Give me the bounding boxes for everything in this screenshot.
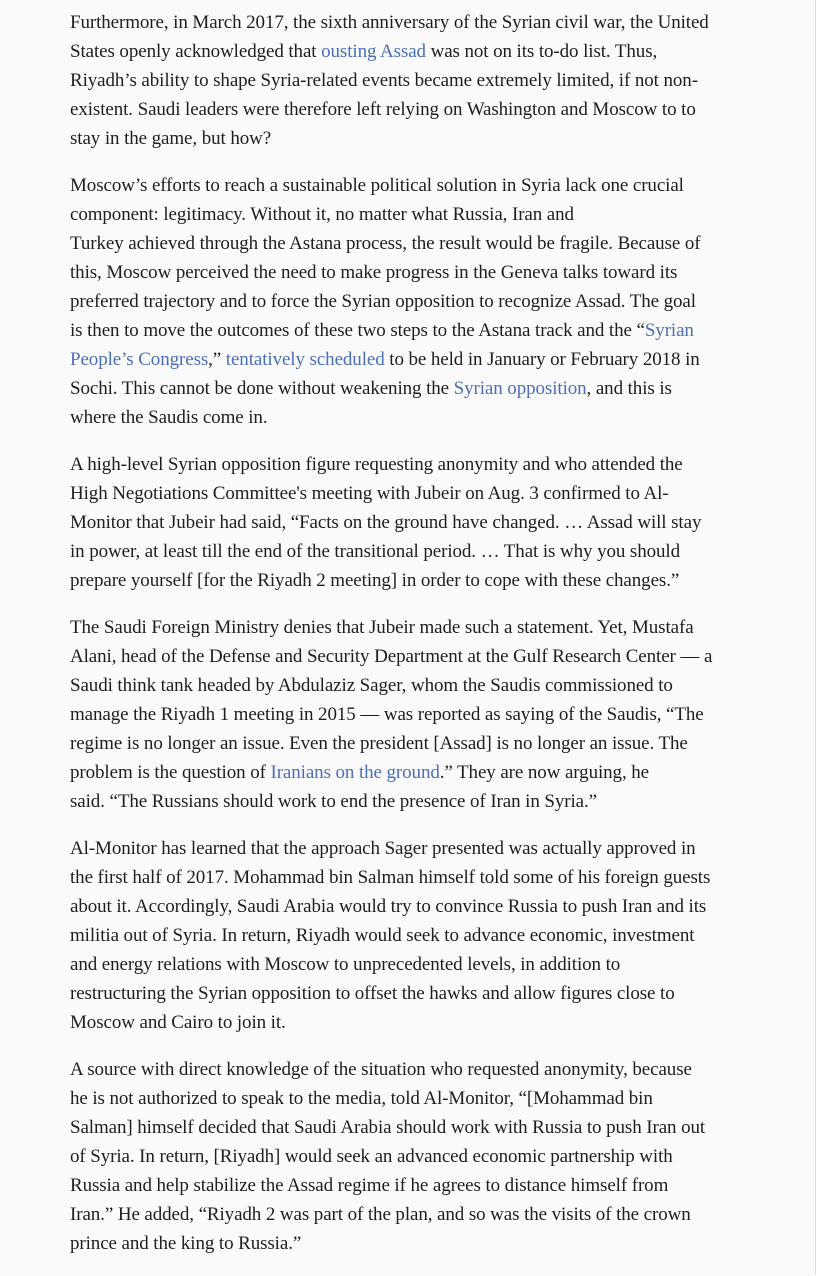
text-line bbox=[70, 479, 745, 508]
text-run: is then to move the outcomes of these two steps to the Astana track and the “ bbox=[70, 320, 645, 341]
text-line bbox=[70, 700, 745, 729]
text-line bbox=[70, 758, 745, 787]
text-run: A source with direct knowledge of the situation who requested anonymity, because bbox=[70, 1059, 692, 1080]
text-run: stay in the game, but how? bbox=[70, 128, 272, 149]
text-run: Moscow’s efforts to reach a sustainable political solution in Syria lack one crucial bbox=[70, 175, 684, 196]
text-line bbox=[70, 229, 745, 258]
text-run: Iran.” He added, “Riyadh 2 was part of the plan, and so was the visits of the crown bbox=[70, 1204, 691, 1225]
text-line bbox=[70, 1229, 745, 1258]
text-run: to be held in January or February 2018 in bbox=[384, 349, 700, 370]
text-line bbox=[70, 671, 745, 700]
text-line bbox=[70, 258, 745, 287]
text-run: prepare yourself [for the Riyadh 2 meeting] in order to cope with these changes.” bbox=[70, 570, 680, 591]
text-run: of Syria. In return, [Riyadh] would seek an advanced economic partnership with bbox=[70, 1146, 673, 1167]
text-run: Furthermore, in March 2017, the sixth anniversary of the Syrian civil war, the United bbox=[70, 12, 709, 33]
text-line bbox=[70, 921, 745, 950]
text-line bbox=[70, 787, 745, 816]
text-line bbox=[70, 834, 745, 863]
text-run: existent. Saudi leaders were therefore left relying on Washington and Moscow to to bbox=[70, 99, 696, 120]
text-run: militia out of Syria. In return, Riyadh would seek to advance economic, investment bbox=[70, 925, 695, 946]
text-run: in power, at least till the end of the transitional period. … That is why you should bbox=[70, 541, 680, 562]
text-line bbox=[70, 1008, 745, 1037]
text-run: .” They are now arguing, he bbox=[439, 762, 649, 783]
text-run: and energy relations with Moscow to unprecedented levels, in addition to bbox=[70, 954, 621, 975]
article-paragraph bbox=[70, 613, 745, 816]
article-paragraph bbox=[70, 8, 745, 153]
text-line bbox=[70, 316, 745, 345]
text-line bbox=[70, 1142, 745, 1171]
text-run: Russia and help stabilize the Assad regime if he agrees to distance himself from bbox=[70, 1175, 669, 1196]
inline-link[interactable]: People’s Congress bbox=[70, 349, 209, 370]
text-run: Sochi. This cannot be done without weakening the bbox=[70, 378, 454, 399]
text-run: Turkey achieved through the Astana process, the result would be fragile. Because of bbox=[70, 233, 701, 254]
text-line bbox=[70, 374, 745, 403]
text-run: Saudi think tank headed by Abdulaziz Sager, whom the Saudis commissioned to bbox=[70, 675, 673, 696]
article-paragraph bbox=[70, 834, 745, 1037]
text-line bbox=[70, 287, 745, 316]
text-line bbox=[70, 729, 745, 758]
text-line bbox=[70, 863, 745, 892]
text-run: Riyadh’s ability to shape Syria-related events became extremely limited, if not non- bbox=[70, 70, 698, 91]
text-run: said. “The Russians should work to end the presence of Iran in Syria.” bbox=[70, 791, 597, 812]
text-run: component: legitimacy. Without it, no matter what Russia, Iran and bbox=[70, 204, 574, 225]
article-paragraph bbox=[70, 450, 745, 595]
text-line bbox=[70, 642, 745, 671]
text-run: prince and the king to Russia.” bbox=[70, 1233, 302, 1254]
inline-link[interactable]: tentatively scheduled bbox=[225, 349, 385, 370]
text-line bbox=[70, 37, 745, 66]
text-run: regime is no longer an issue. Even the president [Assad] is no longer an issue. The bbox=[70, 733, 688, 754]
text-line bbox=[70, 200, 745, 229]
text-run: preferred trajectory and to force the Syrian opposition to recognize Assad. The goal bbox=[70, 291, 696, 312]
inline-link[interactable]: Syrian bbox=[644, 320, 694, 341]
text-line bbox=[70, 1200, 745, 1229]
text-line bbox=[70, 345, 745, 374]
article-paragraph bbox=[70, 171, 745, 432]
text-line bbox=[70, 613, 745, 642]
text-run: the first half of 2017. Mohammad bin Salman himself told some of his foreign guests bbox=[70, 867, 711, 888]
text-run: where the Saudis come in. bbox=[70, 407, 268, 428]
text-line bbox=[70, 8, 745, 37]
text-run: , and this is bbox=[586, 378, 672, 399]
text-run: States openly acknowledged that bbox=[70, 41, 322, 62]
text-run: Alani, head of the Defense and Security Department at the Gulf Research Center — a bbox=[70, 646, 713, 667]
text-line bbox=[70, 537, 745, 566]
text-run: ,” bbox=[208, 349, 226, 370]
text-line bbox=[70, 1084, 745, 1113]
text-run: restructuring the Syrian opposition to offset the hawks and allow figures close to bbox=[70, 983, 675, 1004]
text-line bbox=[70, 979, 745, 1008]
text-run: this, Moscow perceived the need to make progress in the Geneva talks toward its bbox=[70, 262, 678, 283]
text-line bbox=[70, 508, 745, 537]
text-line bbox=[70, 566, 745, 595]
text-run: problem is the question of bbox=[70, 762, 271, 783]
text-line bbox=[70, 66, 745, 95]
text-run: he is not authorized to speak to the media, told Al-Monitor, “[Mohammad bin bbox=[70, 1088, 653, 1109]
text-run: Salman] himself decided that Saudi Arabia should work with Russia to push Iran out bbox=[70, 1117, 706, 1138]
article-body bbox=[70, 8, 745, 1276]
text-run: manage the Riyadh 1 meeting in 2015 — was reported as saying of the Saudis, “The bbox=[70, 704, 704, 725]
text-run: A high-level Syrian opposition figure requesting anonymity and who attended the bbox=[70, 454, 683, 475]
inline-link[interactable]: Iranians on the ground bbox=[270, 762, 440, 783]
text-run: High Negotiations Committee's meeting with Jubeir on Aug. 3 confirmed to Al- bbox=[70, 483, 669, 504]
text-run: Monitor that Jubeir had said, “Facts on the ground have changed. … Assad will stay bbox=[70, 512, 702, 533]
text-line bbox=[70, 450, 745, 479]
article-paragraph bbox=[70, 1055, 745, 1258]
text-run: The Saudi Foreign Ministry denies that Jubeir made such a statement. Yet, Mustafa bbox=[70, 617, 694, 638]
text-line bbox=[70, 950, 745, 979]
inline-link[interactable]: ousting Assad bbox=[321, 41, 426, 62]
text-line bbox=[70, 95, 745, 124]
text-line bbox=[70, 1113, 745, 1142]
text-run: Moscow and Cairo to join it. bbox=[70, 1012, 286, 1033]
text-line bbox=[70, 892, 745, 921]
text-line bbox=[70, 171, 745, 200]
text-run: was not on its to-do list. Thus, bbox=[425, 41, 658, 62]
text-run: Al-Monitor has learned that the approach Sager presented was actually approved in bbox=[70, 838, 696, 859]
text-run: about it. Accordingly, Saudi Arabia would try to convince Russia to push Iran and its bbox=[70, 896, 707, 917]
inline-link[interactable]: Syrian opposition bbox=[453, 378, 587, 399]
text-line bbox=[70, 1171, 745, 1200]
text-line bbox=[70, 1055, 745, 1084]
text-line bbox=[70, 124, 745, 153]
text-line bbox=[70, 403, 745, 432]
